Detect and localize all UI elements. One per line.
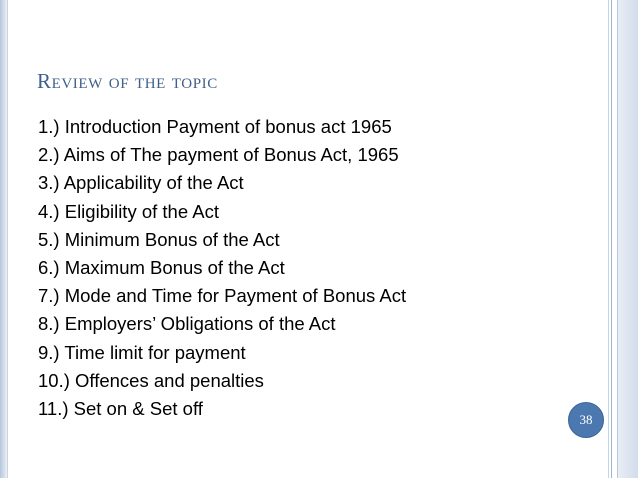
list-item: 10.) Offences and penalties [38, 369, 264, 391]
list-item: 9.) Time limit for payment [38, 341, 246, 363]
slide-title: Review of the topic [37, 69, 218, 93]
list-item: 3.) Applicability of the Act [38, 172, 244, 194]
list-item: 1.) Introduction Payment of bonus act 1965 [38, 116, 392, 137]
list-item: 11.) Set on & Set off [38, 398, 203, 420]
list-item: 7.) Mode and Time for Payment of Bonus Act [38, 285, 407, 307]
page-number-badge: 38 [568, 402, 604, 438]
topic-list [38, 113, 406, 423]
list-item: 4.) Eligibility of the Act [38, 200, 219, 222]
list-item: 6.) Maximum Bonus of the Act [38, 257, 285, 279]
list-item: 8.) Employers’ Obligations of the Act [38, 313, 336, 335]
left-decorative-bar [0, 0, 8, 478]
right-decorative-line [611, 0, 612, 478]
right-decorative-line-inner [608, 0, 609, 478]
right-decorative-bar [617, 0, 638, 478]
list-item: 5.) Minimum Bonus of the Act [38, 228, 280, 250]
list-item: 2.) Aims of The payment of Bonus Act, 1965 [38, 144, 399, 166]
